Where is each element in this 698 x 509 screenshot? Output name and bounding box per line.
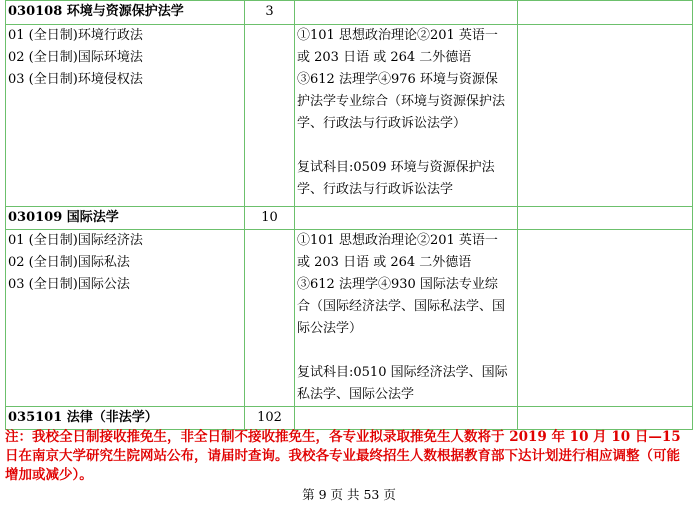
- direction-item: 02 (全日制)国际环境法: [8, 50, 143, 65]
- major-header-row: [6, 1, 693, 25]
- exam-subjects: [295, 230, 518, 407]
- major-detail-row: [6, 25, 693, 207]
- direction-list: [6, 230, 245, 407]
- major-header-row: [6, 407, 693, 430]
- major-code-name: 030108 环境与资源保护法学: [8, 4, 184, 19]
- exam-line: ③612 法理学④976 环境与资源保: [297, 72, 498, 87]
- exam-line: 合（国际经济法学、国际私法学、国: [297, 299, 506, 314]
- major-quota: 10: [245, 207, 295, 230]
- major-quota: 102: [245, 407, 295, 430]
- exam-line: 际公法学）: [297, 321, 363, 336]
- admission-notice: 注：我校全日制接收推免生，非全日制不接收推免生，各专业拟录取推免生人数将于 2019 年 10 月 10 日—15 日在南京大学研究生院网站公布，请届时查询。我校各专业最终招生人数根据教育部下达计划进行相应调整（可能增加或减少）。: [5, 429, 681, 483]
- retest-line: 复试科目:0509 环境与资源保护法: [297, 160, 495, 175]
- exam-line: 或 203 日语 或 264 二外德语: [297, 255, 472, 270]
- exam-line: ③612 法理学④930 国际法专业综: [297, 277, 498, 292]
- major-detail-row: [6, 230, 693, 407]
- direction-item: 01 (全日制)国际经济法: [8, 233, 143, 248]
- exam-line: ①101 思想政治理论②201 英语一: [297, 28, 498, 43]
- retest-line: 私法学、国际公法学: [297, 387, 415, 402]
- retest-line: 复试科目:0510 国际经济法学、国际: [297, 365, 508, 380]
- direction-item: 01 (全日制)环境行政法: [8, 28, 143, 43]
- major-code-name: 035101 法律（非法学）: [8, 410, 158, 425]
- major-quota: 3: [245, 1, 295, 25]
- direction-item: 02 (全日制)国际私法: [8, 255, 130, 270]
- direction-item: 03 (全日制)国际公法: [8, 277, 130, 292]
- direction-list: [6, 25, 245, 207]
- retest-line: 学、行政法与行政诉讼法学: [297, 182, 454, 197]
- page-number-footer: 第 9 页 共 53 页: [302, 487, 396, 502]
- exam-line: ①101 思想政治理论②201 英语一: [297, 233, 498, 248]
- catalog-table: [5, 0, 693, 430]
- direction-item: 03 (全日制)环境侵权法: [8, 72, 143, 87]
- exam-subjects: [295, 25, 518, 207]
- exam-line: 学、行政法与行政诉讼法学）: [297, 116, 467, 131]
- major-code-name: 030109 国际法学: [8, 210, 119, 225]
- major-header-row: [6, 207, 693, 230]
- exam-line: 或 203 日语 或 264 二外德语: [297, 50, 472, 65]
- exam-line: 护法学专业综合（环境与资源保护法: [297, 94, 506, 109]
